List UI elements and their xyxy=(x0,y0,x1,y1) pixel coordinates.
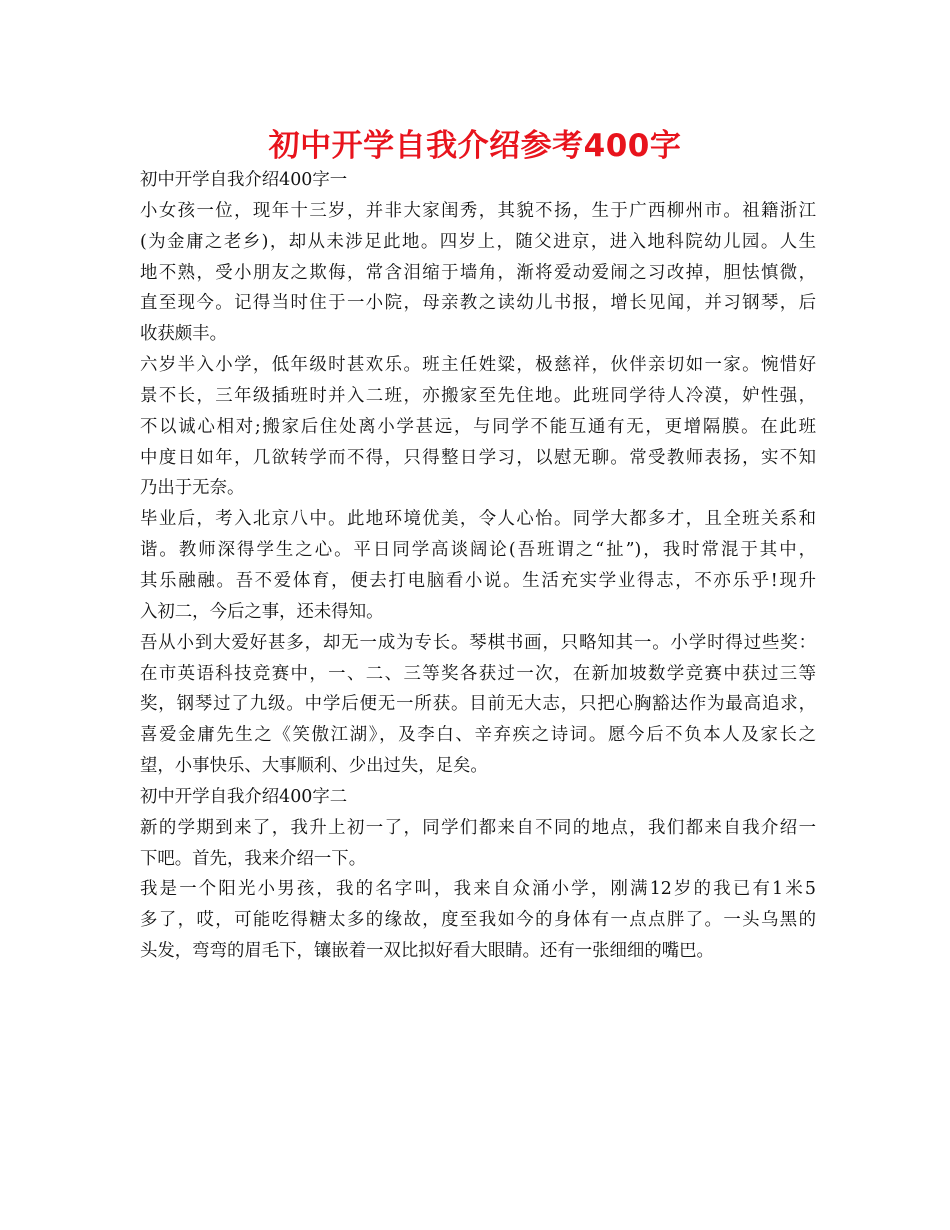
text-line: 奖，钢琴过了九级。中学后便无一所获。目前无大志，只把心胸豁达作为最高追求， xyxy=(140,694,816,715)
document-title: 初中开学自我介绍参考400字 xyxy=(268,128,682,164)
text-line: 我是一个阳光小男孩，我的名字叫，我来自众涌小学，刚满12岁的我已有1米5 xyxy=(140,879,816,900)
text-line: 六岁半入小学，低年级时甚欢乐。班主任姓粱，极慈祥，伙伴亲切如一家。惋惜好 xyxy=(140,355,816,376)
text-line: 中度日如年，几欲转学而不得，只得整日学习，以慰无聊。常受教师表扬，实不知 xyxy=(140,447,816,468)
text-line: 其乐融融。吾不爱体育，便去打电脑看小说。生活充实学业得志，不亦乐乎!现升 xyxy=(140,570,816,591)
text-line: 地不熟，受小朋友之欺侮，常含泪缩于墙角，渐将爱动爱闹之习改掉，胆怯慎微， xyxy=(140,262,816,283)
text-line: 不以诚心相对;搬家后住处离小学甚远，与同学不能互通有无，更增隔膜。在此班 xyxy=(140,416,816,437)
text-line: 景不长，三年级插班时并入二班，亦搬家至先住地。此班同学待人冷漠，妒性强， xyxy=(140,385,816,406)
text-line: 收获颇丰。 xyxy=(140,324,227,345)
text-line: 初中开学自我介绍400字一 xyxy=(140,170,348,190)
text-line: 谐。教师深得学生之心。平日同学高谈阔论(吾班谓之“扯”)，我时常混于其中， xyxy=(140,540,816,561)
text-line: 直至现今。记得当时住于一小院，母亲教之读幼儿书报，增长见闻，并习钢琴，后 xyxy=(140,293,816,314)
text-line: 望，小事快乐、大事顺利、少出过失，足矣。 xyxy=(140,756,488,777)
text-line: 小女孩一位，现年十三岁，并非大家闺秀，其貌不扬，生于广西柳州市。祖籍浙江 xyxy=(140,200,816,221)
text-line: (为金庸之老乡)，却从未涉足此地。四岁上，随父进京，进入地科院幼儿园。人生 xyxy=(140,231,816,252)
text-line: 吾从小到大爱好甚多，却无一成为专长。琴棋书画，只略知其一。小学时得过些奖： xyxy=(140,632,816,653)
text-line: 乃出于无奈。 xyxy=(140,478,245,499)
text-line: 毕业后，考入北京八中。此地环境优美，令人心怡。同学大都多才，且全班关系和 xyxy=(140,509,816,530)
text-line: 喜爱金庸先生之《笑傲江湖》，及李白、辛弃疾之诗词。愿今后不负本人及家长之 xyxy=(140,725,816,746)
text-line: 头发，弯弯的眉毛下，镶嵌着一双比拟好看大眼睛。还有一张细细的嘴巴。 xyxy=(140,941,714,962)
text-line: 下吧。首先，我来介绍一下。 xyxy=(140,848,367,869)
text-line: 新的学期到来了，我升上初一了，同学们都来自不同的地点，我们都来自我介绍一 xyxy=(140,817,816,838)
text-line: 在市英语科技竞赛中，一、二、三等奖各获过一次，在新加坡数学竞赛中获过三等 xyxy=(140,663,816,684)
document-body xyxy=(140,165,816,967)
text-line: 初中开学自我介绍400字二 xyxy=(140,786,348,807)
text-line: 多了，哎，可能吃得糖太多的缘故，度至我如今的身体有一点点胖了。一头乌黑的 xyxy=(140,910,816,931)
text-line: 入初二，今后之事，还未得知。 xyxy=(140,601,384,622)
